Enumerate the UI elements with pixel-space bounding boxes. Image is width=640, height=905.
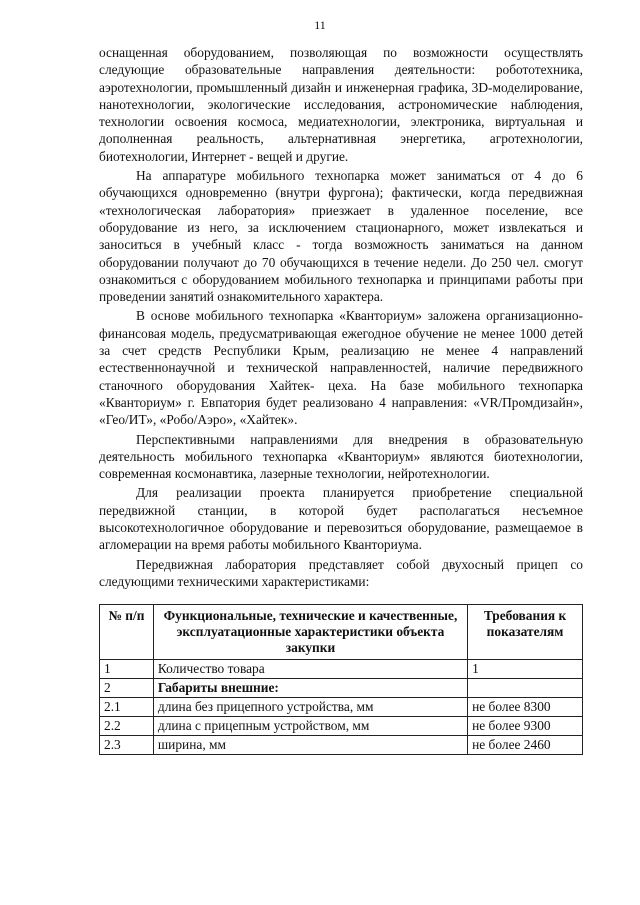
row-requirement xyxy=(468,679,583,698)
document-body xyxy=(99,44,583,755)
table-header-row xyxy=(100,605,583,660)
column-header-number: № п/п xyxy=(100,605,154,660)
column-header-requirements: Требования к показателям xyxy=(468,605,583,660)
paragraph: Для реализации проекта планируется приобретение специальной передвижной станции, в которой будет располагаться несъемное высокотехнологичное оборудование и перевозиться оборудование, размещаемое в агломерации на время работы мобильного Кванториума. xyxy=(99,485,583,553)
table-row xyxy=(100,698,583,717)
row-characteristic: ширина, мм xyxy=(153,736,467,755)
paragraph: На аппаратуре мобильного технопарка может заниматься от 4 до 6 обучающихся одновременно (внутри фургона); фактически, когда передвижная «технологическая лаборатория» приезжает в удаленное поселение, все оборудование из него, за исключением стационарного, может извлекаться и заноситься в учебный класс - тогда возможность заниматься на данном оборудовании получают до 70 обучающихся в течение недели. До 250 чел. смогут ознакомиться с оборудованием мобильного технопарка и принципами работы при проведении занятий ознакомительного характера. xyxy=(99,168,583,305)
row-characteristic: длина без прицепного устройства, мм xyxy=(153,698,467,717)
paragraph: Перспективными направлениями для внедрения в образовательную деятельность мобильного технопарка «Кванториум» являются биотехнологии, современная космонавтика, лазерные технологии, нейротехнологии. xyxy=(99,431,583,482)
row-number: 2.3 xyxy=(100,736,154,755)
row-requirement: не более 9300 xyxy=(468,717,583,736)
row-characteristic: Габариты внешние: xyxy=(153,679,467,698)
row-requirement: не более 8300 xyxy=(468,698,583,717)
row-number: 2 xyxy=(100,679,154,698)
row-requirement: 1 xyxy=(468,660,583,679)
specifications-table xyxy=(99,604,583,755)
table-row xyxy=(100,679,583,698)
paragraph: Передвижная лаборатория представляет собой двухосный прицеп со следующими техническими характеристиками: xyxy=(99,556,583,589)
paragraph: В основе мобильного технопарка «Кванториум» заложена организационно-финансовая модель, предусматривающая ежегодное обучение не менее 1000 детей за счет средств Республики Крым, реализацию не менее 4 направлений естественнонаучной и технической направленностей, наличие передвижного станочного оборудования Хайтек- цеха. На базе мобильного технопарка «Кванториум» г. Евпатория будет реализовано 4 направления: «VR/Промдизайн», «Гео/ИТ», «Робо/Аэро», «Хайтек». xyxy=(99,308,583,428)
row-characteristic: длина с прицепным устройством, мм xyxy=(153,717,467,736)
column-header-characteristics: Функциональные, технические и качественные, эксплуатационные характеристики объекта закупки xyxy=(153,605,467,660)
table-row xyxy=(100,717,583,736)
page-number: 11 xyxy=(314,18,326,32)
table-row xyxy=(100,736,583,755)
row-characteristic: Количество товара xyxy=(153,660,467,679)
table-row xyxy=(100,660,583,679)
row-requirement: не более 2460 xyxy=(468,736,583,755)
row-number: 1 xyxy=(100,660,154,679)
row-number: 2.2 xyxy=(100,717,154,736)
row-number: 2.1 xyxy=(100,698,154,717)
paragraph: оснащенная оборудованием, позволяющая по возможности осуществлять следующие образовательные направления деятельности: робототехника, аэротехнологии, промышленный дизайн и инженерная графика, 3D-моделирование, нанотехнологии, экологические исследования, астрономические наблюдения, технологии освоения космоса, медиатехнологии, электроника, виртуальная и дополненная реальность, альтернативная энергетика, агротехнологии, биотехнологии, Интернет - вещей и другие. xyxy=(99,45,583,164)
